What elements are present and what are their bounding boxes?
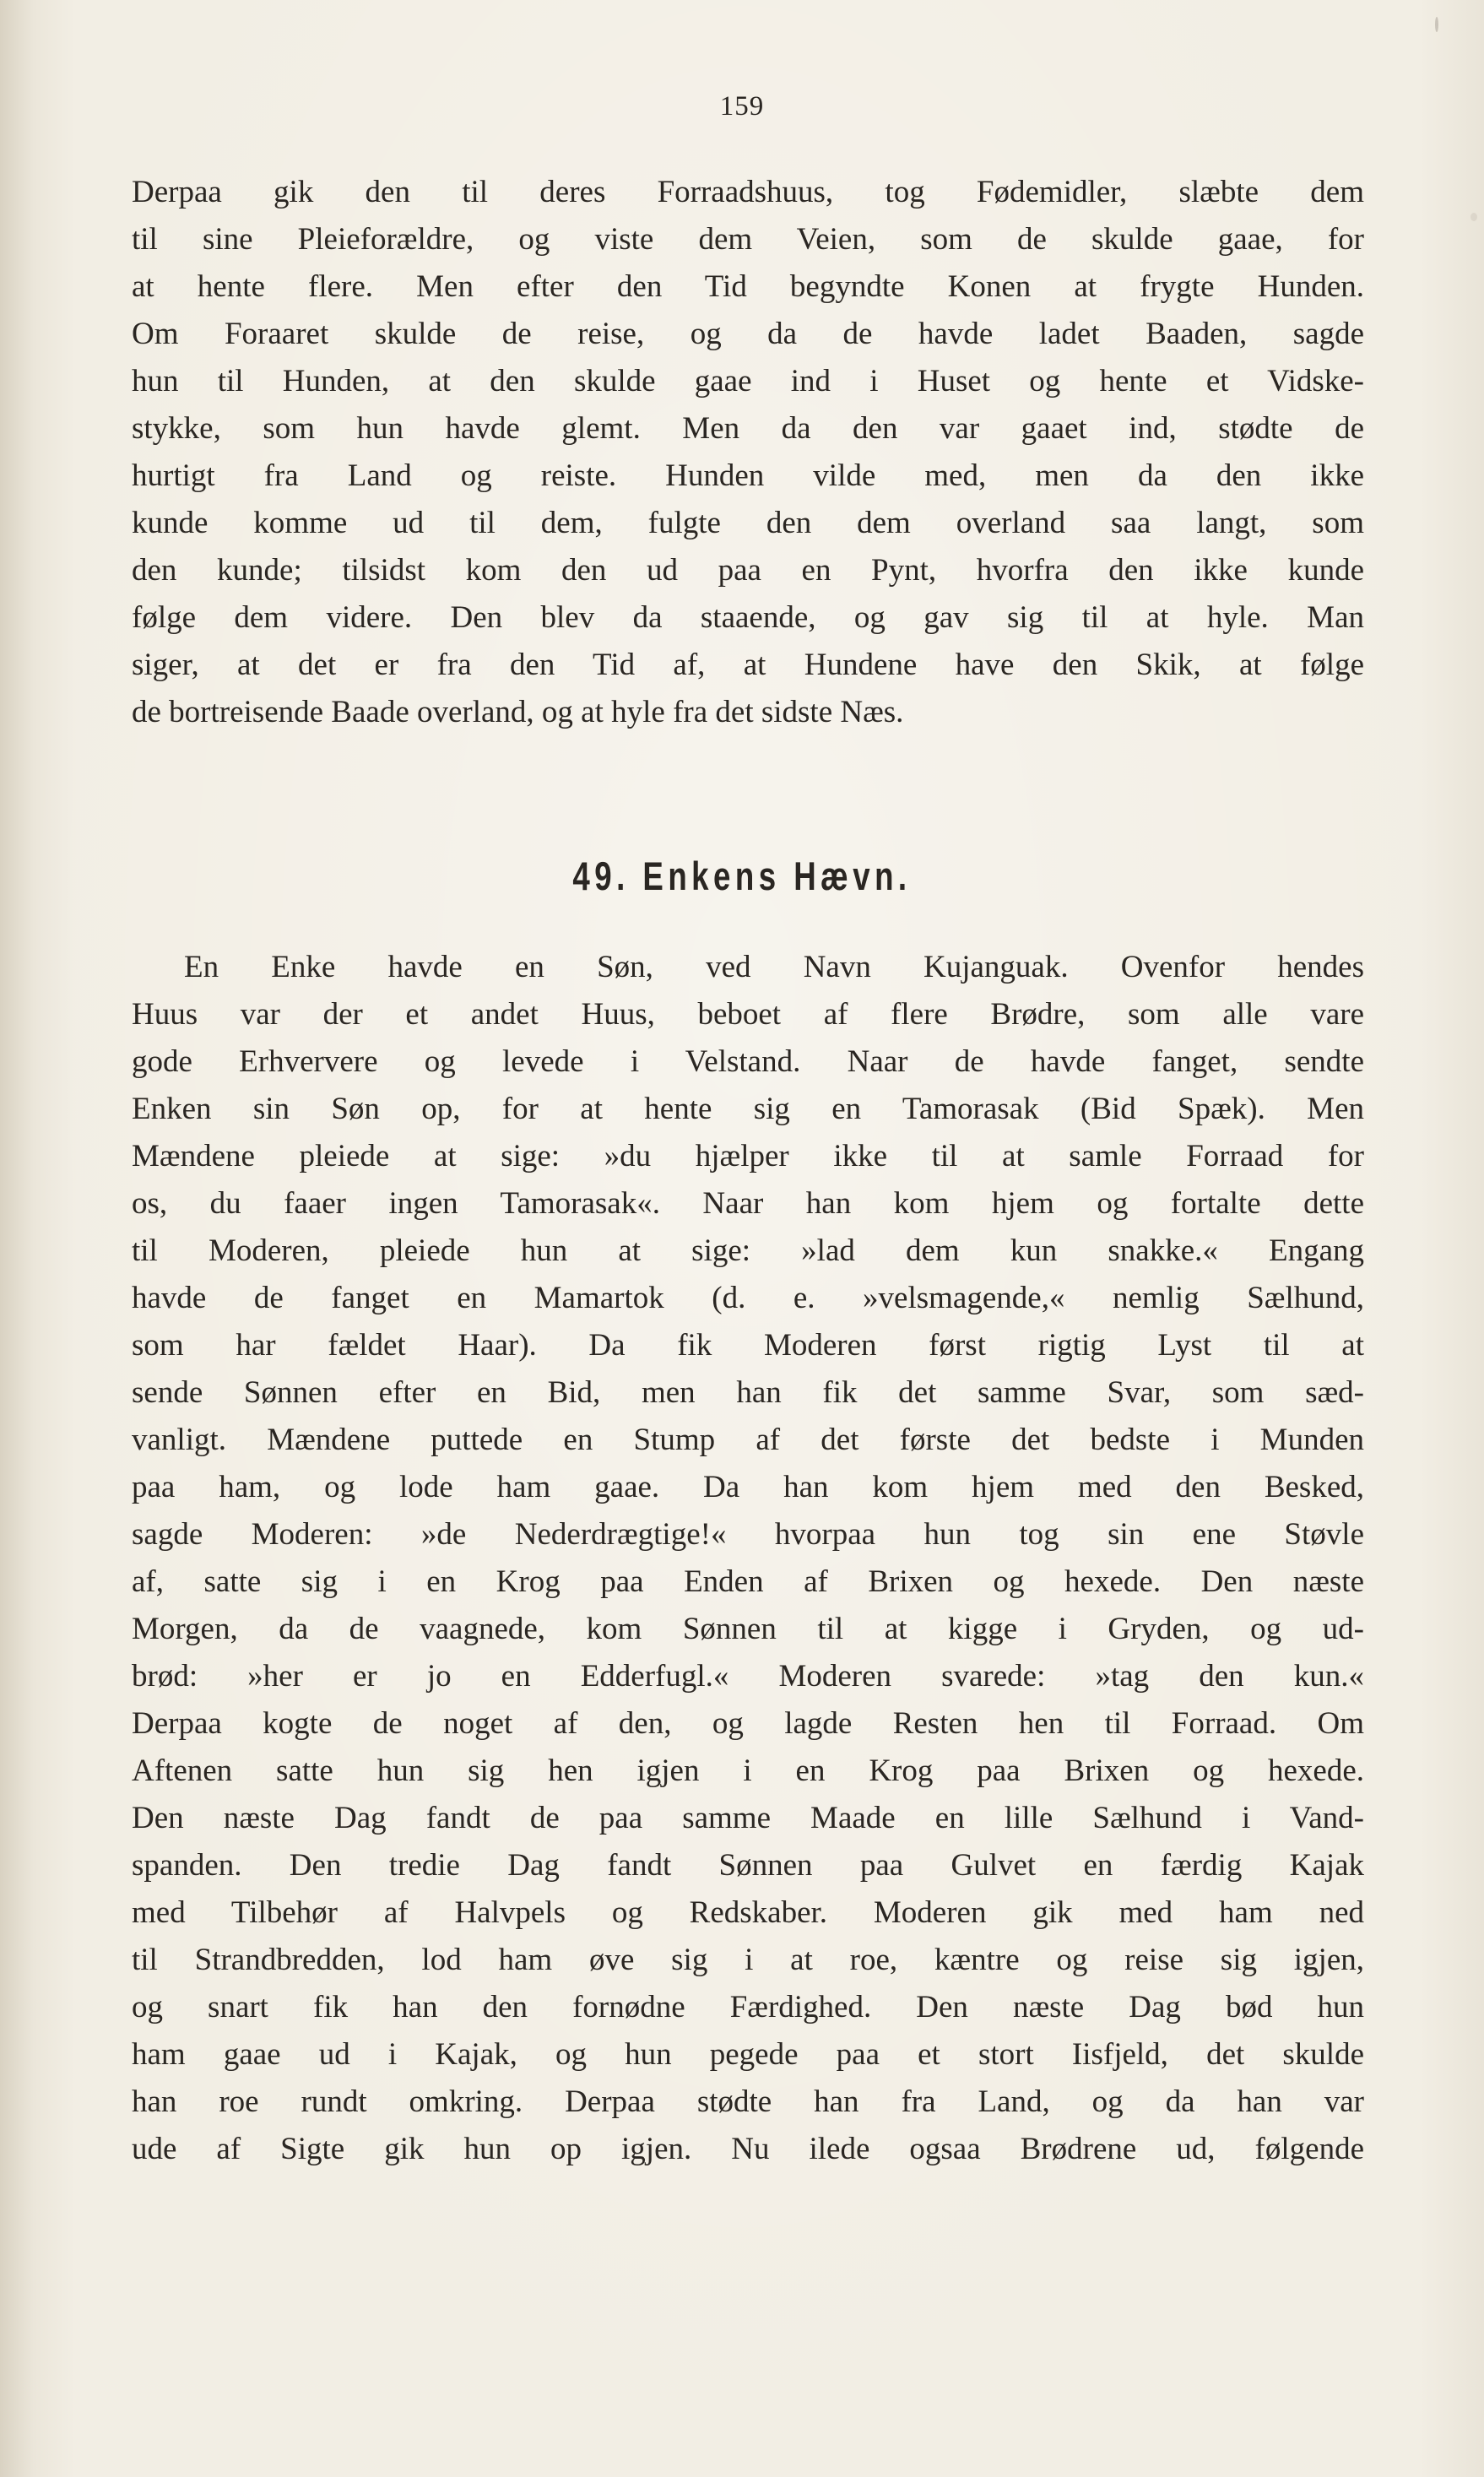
text-line: Den næste Dag fandt de paa samme Maade en lille Sælhund i Vand- bbox=[132, 1801, 1364, 1835]
text-line: gode Erhververe og levede i Velstand. Naar de havde fanget, sendte bbox=[132, 1044, 1364, 1079]
text-line: til Strandbredden, lod ham øve sig i at roe, kæntre og reise sig igjen, bbox=[132, 1943, 1364, 1977]
paragraph-continued bbox=[132, 169, 1364, 736]
text-line: paa ham, og lode ham gaae. Da han kom hjem med den Besked, bbox=[132, 1470, 1364, 1504]
section-heading: 49. Enkens Hævn. bbox=[572, 854, 912, 898]
text-line: Enken sin Søn op, for at hente sig en Tamorasak (Bid Spæk). Men bbox=[132, 1092, 1364, 1126]
text-line: Morgen, da de vaagnede, kom Sønnen til at kigge i Gryden, og ud- bbox=[132, 1612, 1364, 1646]
page-number: 159 bbox=[719, 91, 765, 122]
text-line: Derpaa kogte de noget af den, og lagde Resten hen til Forraad. Om bbox=[132, 1706, 1364, 1741]
text-line: siger, at det er fra den Tid af, at Hundene have den Skik, at følge bbox=[132, 648, 1364, 682]
text-line: ham gaae ud i Kajak, og hun pegede paa et stort Iisfjeld, det skulde bbox=[132, 2037, 1364, 2072]
text-line: sende Sønnen efter en Bid, men han fik det samme Svar, som sæd- bbox=[132, 1375, 1364, 1410]
text-line: hun til Hunden, at den skulde gaae ind i Huset og hente et Vidske- bbox=[132, 364, 1364, 398]
text-line: sagde Moderen: »de Nederdrægtige!« hvorpaa hun tog sin ene Støvle bbox=[132, 1517, 1364, 1552]
text-line: havde de fanget en Mamartok (d. e. »velsmagende,« nemlig Sælhund, bbox=[132, 1281, 1364, 1315]
paper-speck bbox=[1435, 17, 1438, 32]
text-line: til sine Pleieforældre, og viste dem Veien, som de skulde gaae, for bbox=[132, 222, 1364, 257]
text-line: han roe rundt omkring. Derpaa stødte han fra Land, og da han var bbox=[132, 2084, 1364, 2119]
text-line: af, satte sig i en Krog paa Enden af Brixen og hexede. Den næste bbox=[132, 1564, 1364, 1599]
text-line: spanden. Den tredie Dag fandt Sønnen paa Gulvet en færdig Kajak bbox=[132, 1848, 1364, 1883]
text-line: kunde komme ud til dem, fulgte den dem overland saa langt, som bbox=[132, 506, 1364, 540]
text-line: os, du faaer ingen Tamorasak«. Naar han kom hjem og fortalte dette bbox=[132, 1186, 1364, 1221]
text-line: de bortreisende Baade overland, og at hyle fra det sidste Næs. bbox=[132, 695, 904, 729]
paragraph-story bbox=[132, 944, 1364, 2173]
text-line: ude af Sigte gik hun op igjen. Nu ilede ogsaa Brødrene ud, følgende bbox=[132, 2132, 1364, 2166]
text-line: Derpaa gik den til deres Forraadshuus, tog Fødemidler, slæbte dem bbox=[132, 175, 1364, 209]
text-line: til Moderen, pleiede hun at sige: »lad dem kun snakke.« Engang bbox=[132, 1233, 1364, 1268]
text-line: Huus var der et andet Huus, beboet af flere Brødre, som alle vare bbox=[132, 997, 1364, 1032]
text-line: vanligt. Mændene puttede en Stump af det første det bedste i Munden bbox=[132, 1423, 1364, 1457]
text-line: at hente flere. Men efter den Tid begyndte Konen at frygte Hunden. bbox=[132, 269, 1364, 304]
text-line: Om Foraaret skulde de reise, og da de havde ladet Baaden, sagde bbox=[132, 317, 1364, 351]
text-line: Mændene pleiede at sige: »du hjælper ikke til at samle Forraad for bbox=[132, 1139, 1364, 1173]
text-line: brød: »her er jo en Edderfugl.« Moderen svarede: »tag den kun.« bbox=[132, 1659, 1364, 1694]
text-line: følge dem videre. Den blev da staaende, og gav sig til at hyle. Man bbox=[132, 600, 1364, 635]
text-line: den kunde; tilsidst kom den ud paa en Pynt, hvorfra den ikke kunde bbox=[132, 553, 1364, 588]
text-line: En Enke havde en Søn, ved Navn Kujanguak. Ovenfor hendes bbox=[184, 950, 1364, 984]
text-line: og snart fik han den fornødne Færdighed. Den næste Dag bød hun bbox=[132, 1990, 1364, 2024]
text-line: stykke, som hun havde glemt. Men da den var gaaet ind, stødte de bbox=[132, 411, 1364, 446]
text-line: Aftenen satte hun sig hen igjen i en Krog paa Brixen og hexede. bbox=[132, 1753, 1364, 1788]
text-line: som har fældet Haar). Da fik Moderen først rigtig Lyst til at bbox=[132, 1328, 1364, 1363]
text-line: hurtigt fra Land og reiste. Hunden vilde med, men da den ikke bbox=[132, 458, 1364, 493]
text-line: med Tilbehør af Halvpels og Redskaber. Moderen gik med ham ned bbox=[132, 1895, 1364, 1930]
paper-speck bbox=[1470, 213, 1477, 221]
